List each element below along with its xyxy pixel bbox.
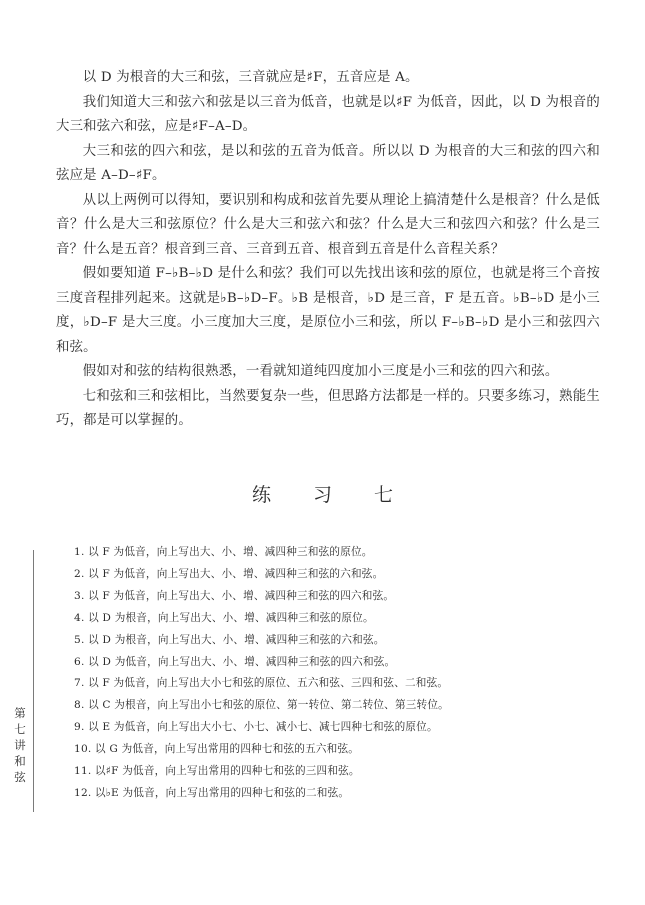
exercise-item: 12. 以♭E 为低音，向上写出常用的四种七和弦的二和弦。	[74, 786, 350, 799]
exercise-list	[74, 542, 449, 805]
side-divider	[33, 550, 34, 812]
body-text	[56, 66, 600, 434]
paragraph: 七和弦和三和弦相比，当然要复杂一些，但思路方法都是一样的。只要多练习，熟能生巧，都是可以掌握的。	[56, 388, 600, 428]
chapter-side-label: 第七讲 和 弦	[14, 706, 26, 784]
paragraph: 从以上两例可以得知，要识别和构成和弦首先要从理论上搞清楚什么是根音？什么是低音？什么是大三和弦原位？什么是大三和弦六和弦？什么是大三和弦四六和弦？什么是三音？什么是五音？根音到三音、三音到五音、根音到五音是什么音程关系？	[56, 192, 600, 257]
paragraph: 假如对和弦的结构很熟悉，一看就知道纯四度加小三度是小三和弦的四六和弦。	[82, 364, 559, 379]
exercise-title: 练 习 七	[251, 484, 412, 506]
paragraph: 大三和弦的四六和弦，是以和弦的五音为低音。所以以 D 为根音的大三和弦的四六和弦应是 A–D–♯F。	[56, 143, 600, 183]
exercise-item: 5. 以 D 为根音，向上写出大、小、增、减四种三和弦的六和弦。	[74, 633, 385, 646]
exercise-item: 4. 以 D 为根音，向上写出大、小、增、减四种三和弦的原位。	[74, 611, 374, 624]
paragraph: 我们知道大三和弦六和弦是以三音为低音，也就是以♯F 为低音，因此，以 D 为根音的大三和弦六和弦，应是♯F–A–D。	[56, 94, 600, 134]
exercise-item: 10. 以 G 为低音，向上写出常用的四种七和弦的五六和弦。	[74, 743, 360, 756]
exercise-item: 9. 以 E 为低音，向上写出大小七、小七、减小七、减七四种七和弦的原位。	[74, 721, 438, 734]
exercise-item: 1. 以 F 为低音，向上写出大、小、增、减四种三和弦的原位。	[74, 546, 373, 558]
exercise-item: 3. 以 F 为低音，向上写出大、小、增、减四种三和弦的四六和弦。	[74, 589, 395, 602]
paragraph: 以 D 为根音的大三和弦，三音就应是♯F，五音应是 A。	[82, 70, 419, 85]
exercise-item: 11. 以♯F 为低音，向上写出常用的四种七和弦的三四和弦。	[74, 765, 360, 778]
exercise-item: 7. 以 F 为低音，向上写出大小七和弦的原位、五六和弦、三四和弦、二和弦。	[74, 677, 449, 690]
exercise-item: 2. 以 F 为低音，向上写出大、小、增、减四种三和弦的六和弦。	[74, 567, 384, 580]
exercise-item: 8. 以 C 为根音，向上写出小七和弦的原位、第一转位、第二转位、第三转位。	[74, 699, 449, 712]
paragraph: 假如要知道 F–♭B–♭D 是什么和弦？我们可以先找出该和弦的原位，也就是将三个音按三度音程排列起来。这就是♭B–♭D–F。♭B 是根音，♭D 是三音，F 是五音。♭B–♭D 是小三度，♭D–F 是大三度。小三度加大三度，是原位小三和弦，所以 F–♭B–♭D 是小三和弦四六和弦。	[56, 266, 600, 355]
exercise-item: 6. 以 D 为低音，向上写出大、小、增、减四种三和弦的四六和弦。	[74, 655, 396, 668]
